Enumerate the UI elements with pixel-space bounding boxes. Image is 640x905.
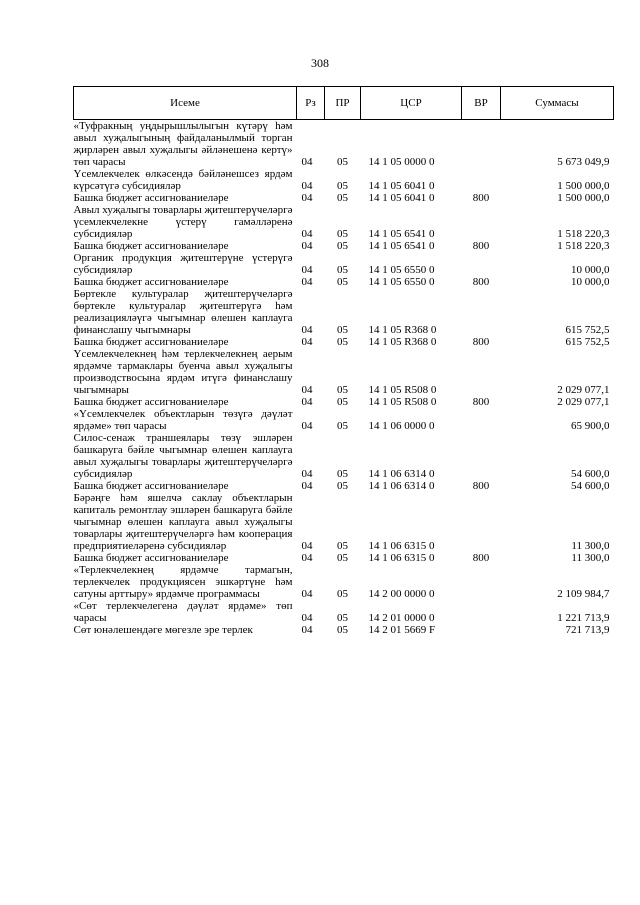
row-pr: 05	[337, 480, 348, 492]
row-pr: 05	[337, 384, 348, 396]
row-rz: 04	[301, 624, 313, 636]
row-name: Башка бюджет ассигнованиеләре	[73, 336, 229, 348]
row-sum: 54 600,0	[571, 468, 610, 480]
column-header-rz: Рз	[297, 87, 325, 120]
row-name: Бәрәңге һәм яшелчә саклау объектларын капиталь ремонтлау эшләрен башкаруга бәйле чыгымнар өлешен каплауга авыл хуҗалыгы товарлары җитештерүчеләргә һәм кооперация предприятиеләренә субсидияләр	[73, 492, 293, 552]
row-sum: 1 518 220,3	[557, 240, 610, 252]
row-csr: 14 2 01 5669 F	[368, 624, 436, 636]
row-rz: 04	[301, 540, 313, 552]
row-sum: 721 713,9	[565, 624, 610, 636]
row-csr: 14 1 06 6314 0	[368, 480, 435, 492]
row-rz: 04	[301, 552, 313, 564]
row-pr: 05	[337, 420, 348, 432]
row-csr: 14 1 05 R368 0	[368, 324, 437, 336]
row-name: Башка бюджет ассигнованиеләре	[73, 396, 229, 408]
column-header-csr: ЦСР	[361, 87, 462, 120]
row-pr: 05	[337, 396, 348, 408]
row-pr: 05	[337, 240, 348, 252]
row-pr: 05	[337, 324, 348, 336]
row-rz: 04	[301, 240, 313, 252]
row-rz: 04	[301, 384, 313, 396]
row-csr: 14 1 05 R368 0	[368, 336, 437, 348]
table-row	[74, 252, 614, 276]
row-name: Авыл хуҗалыгы товарлары җитештерүчеләргә үсемлекчелекне үстерү гамәлләренә субсидияләр	[73, 204, 293, 240]
column-header-vr: ВР	[462, 87, 501, 120]
table-row	[74, 288, 614, 336]
table-row	[74, 336, 614, 348]
table-row	[74, 432, 614, 480]
row-sum: 11 300,0	[571, 552, 610, 564]
row-sum: 10 000,0	[571, 264, 610, 276]
row-csr: 14 2 01 0000 0	[368, 612, 435, 624]
row-csr: 14 1 05 0000 0	[368, 156, 435, 168]
row-vr: 800	[472, 552, 490, 564]
row-vr	[462, 564, 501, 600]
row-rz: 04	[301, 324, 313, 336]
row-csr: 14 1 05 6541 0	[368, 240, 435, 252]
row-name: «Терлекчелекнең ярдәмче тармагын, терлекчелек продукциясен эшкәртүне һәм сатуны арттыру» ярдәмче программасы	[73, 564, 293, 600]
row-pr: 05	[337, 612, 348, 624]
row-name: Башка бюджет ассигнованиеләре	[73, 276, 229, 288]
row-name: Сөт юнәлешендәге мөгезле эре терлек	[73, 624, 253, 636]
row-rz: 04	[301, 588, 313, 600]
table-row	[74, 240, 614, 252]
row-rz: 04	[301, 396, 313, 408]
row-name: «Сөт терлекчелегенә дәүләт ярдәме» төп чарасы	[73, 600, 293, 624]
budget-table	[73, 86, 614, 636]
row-name: Үсемлекчелек өлкәсендә бәйләнешсез ярдәм күрсәтүгә субсидияләр	[73, 168, 293, 192]
row-rz: 04	[301, 264, 313, 276]
row-vr	[462, 168, 501, 192]
row-pr: 05	[337, 228, 348, 240]
row-vr	[462, 252, 501, 276]
row-pr: 05	[337, 156, 348, 168]
row-sum: 11 300,0	[571, 540, 610, 552]
column-header-sum: Суммасы	[501, 87, 614, 120]
table-header	[74, 87, 614, 120]
row-vr: 800	[472, 396, 490, 408]
table-row	[74, 552, 614, 564]
row-pr: 05	[337, 276, 348, 288]
row-sum: 615 752,5	[565, 324, 610, 336]
row-csr: 14 1 06 0000 0	[368, 420, 435, 432]
row-vr: 800	[472, 240, 490, 252]
row-rz: 04	[301, 156, 313, 168]
table-row	[74, 408, 614, 432]
row-name: Органик продукция җитештерүне үстерүгә субсидияләр	[73, 252, 293, 276]
row-name: Үсемлекчелекнең һәм терлекчелекнең аерым ярдәмче тармаклары буенча авыл хуҗалыгы производствосына ярдәм итүгә финанслашу чыгымнары	[73, 348, 293, 396]
column-header-pr: ПР	[325, 87, 361, 120]
row-pr: 05	[337, 468, 348, 480]
row-csr: 14 1 06 6315 0	[368, 540, 435, 552]
table-row	[74, 204, 614, 240]
table-row	[74, 120, 614, 169]
table-row	[74, 564, 614, 600]
row-rz: 04	[301, 468, 313, 480]
row-pr: 05	[337, 624, 348, 636]
row-pr: 05	[337, 192, 348, 204]
row-sum: 1 221 713,9	[557, 612, 610, 624]
row-pr: 05	[337, 588, 348, 600]
row-pr: 05	[337, 264, 348, 276]
row-sum: 1 500 000,0	[557, 180, 610, 192]
table-row	[74, 600, 614, 624]
table-row	[74, 492, 614, 552]
row-csr: 14 1 05 6550 0	[368, 276, 435, 288]
row-csr: 14 1 05 R508 0	[368, 384, 437, 396]
row-name: Башка бюджет ассигнованиеләре	[73, 552, 229, 564]
row-rz: 04	[301, 180, 313, 192]
row-sum: 54 600,0	[571, 480, 610, 492]
row-name: Башка бюджет ассигнованиеләре	[73, 480, 229, 492]
row-sum: 2 029 077,1	[557, 396, 610, 408]
table-row	[74, 480, 614, 492]
row-vr	[462, 408, 501, 432]
row-sum: 1 518 220,3	[557, 228, 610, 240]
row-csr: 14 1 05 R508 0	[368, 396, 437, 408]
row-vr	[462, 600, 501, 624]
row-name: Бөртекле культуралар җитештерүчеләргә бөртекле культуралар җитештерүгә һәм реализацияләүгә чыгымнар өлешен каплауга финанслашу чыгымнары	[73, 288, 293, 336]
row-vr	[462, 432, 501, 480]
row-sum: 2 109 984,7	[557, 588, 610, 600]
table-row	[74, 348, 614, 396]
row-rz: 04	[301, 480, 313, 492]
row-csr: 14 1 05 6541 0	[368, 228, 435, 240]
row-csr: 14 1 06 6315 0	[368, 552, 435, 564]
table-row	[74, 396, 614, 408]
row-pr: 05	[337, 336, 348, 348]
row-sum: 1 500 000,0	[557, 192, 610, 204]
row-rz: 04	[301, 228, 313, 240]
row-sum: 2 029 077,1	[557, 384, 610, 396]
row-sum: 5 673 049,9	[557, 156, 610, 168]
row-vr	[462, 288, 501, 336]
row-pr: 05	[337, 180, 348, 192]
row-name: Башка бюджет ассигнованиеләре	[73, 192, 229, 204]
table-row	[74, 624, 614, 636]
row-pr: 05	[337, 540, 348, 552]
row-name: «Туфракның уңдырышлылыгын күтәрү һәм авыл хуҗалыгының файдаланылмый торган җирләрен авыл хуҗалыгы әйләнешенә кертү» төп чарасы	[73, 120, 293, 168]
row-name: Силос-сенаж траншеялары төзү эшләрен башкаруга бәйле чыгымнар өлешен каплауга авыл хуҗалыгы товарлары җитештерүчеләргә субсидияләр	[73, 432, 293, 480]
page-number: 308	[311, 56, 329, 70]
row-rz: 04	[301, 420, 313, 432]
row-vr: 800	[472, 192, 490, 204]
row-csr: 14 2 00 0000 0	[368, 588, 435, 600]
row-csr: 14 1 06 6314 0	[368, 468, 435, 480]
row-rz: 04	[301, 612, 313, 624]
row-csr: 14 1 05 6041 0	[368, 180, 435, 192]
row-name: «Үсемлекчелек объектларын төзүгә дәүләт ярдәме» төп чарасы	[73, 408, 293, 432]
row-sum: 615 752,5	[565, 336, 610, 348]
table-row	[74, 276, 614, 288]
row-vr	[462, 348, 501, 396]
row-sum: 65 900,0	[571, 420, 610, 432]
row-vr	[462, 204, 501, 240]
row-rz: 04	[301, 276, 313, 288]
row-pr: 05	[337, 552, 348, 564]
row-vr	[462, 492, 501, 552]
row-vr	[462, 120, 501, 169]
row-vr: 800	[472, 480, 490, 492]
row-name: Башка бюджет ассигнованиеләре	[73, 240, 229, 252]
table-row	[74, 192, 614, 204]
row-rz: 04	[301, 336, 313, 348]
row-vr: 800	[472, 276, 490, 288]
column-header-name: Исеме	[74, 87, 297, 120]
row-rz: 04	[301, 192, 313, 204]
row-sum: 10 000,0	[571, 276, 610, 288]
row-csr: 14 1 05 6550 0	[368, 264, 435, 276]
row-vr	[462, 624, 501, 636]
table-body	[74, 120, 614, 637]
row-csr: 14 1 05 6041 0	[368, 192, 435, 204]
row-vr: 800	[472, 336, 490, 348]
table-row	[74, 168, 614, 192]
